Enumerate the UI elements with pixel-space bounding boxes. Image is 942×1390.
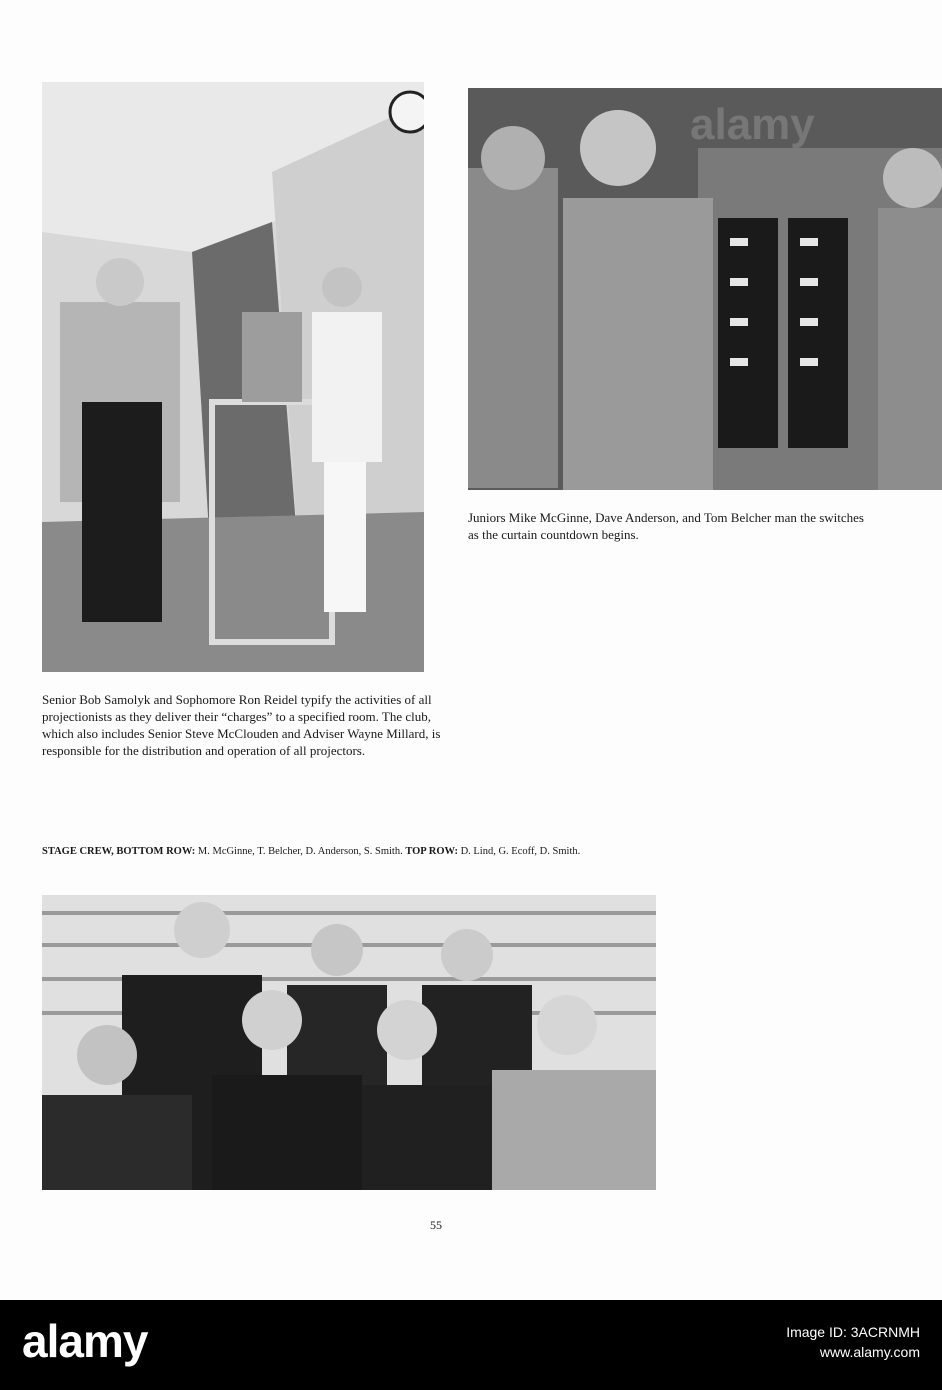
hallway-projector-photo xyxy=(42,82,424,672)
stage-crew-caption xyxy=(42,845,662,859)
stage-crew-top-names: D. Lind, G. Ecoff, D. Smith. xyxy=(457,846,581,857)
stage-crew-top-heading: TOP ROW: xyxy=(405,846,458,857)
site-url[interactable]: www.alamy.com xyxy=(819,1344,920,1360)
switchboard-caption: Juniors Mike McGinne, Dave Anderson, and Tom Belcher man the switches as the curtain countdown begins. xyxy=(468,510,864,542)
stage-switchboard-photo xyxy=(468,88,942,490)
projectionists-caption: Senior Bob Samolyk and Sophomore Ron Reidel typify the activities of all projectionists as they deliver their “charges” to a specified room. The club, which also includes Senior Steve McClouden and Adviser Wayne Millard, is responsible for the distribution and operation of all projectors. xyxy=(42,692,441,758)
alamy-logo[interactable]: alamy xyxy=(22,1315,148,1367)
stock-footer-bar xyxy=(0,1300,942,1390)
image-id: Image ID: 3ACRNMH xyxy=(786,1324,920,1340)
stage-crew-bottom-heading: STAGE CREW, BOTTOM ROW: xyxy=(42,846,196,857)
stage-crew-bottom-names: M. McGinne, T. Belcher, D. Anderson, S. Smith. xyxy=(195,846,406,857)
image-info xyxy=(786,1322,920,1362)
page-number: 55 xyxy=(430,1218,442,1232)
stage-crew-group-photo xyxy=(42,895,656,1190)
